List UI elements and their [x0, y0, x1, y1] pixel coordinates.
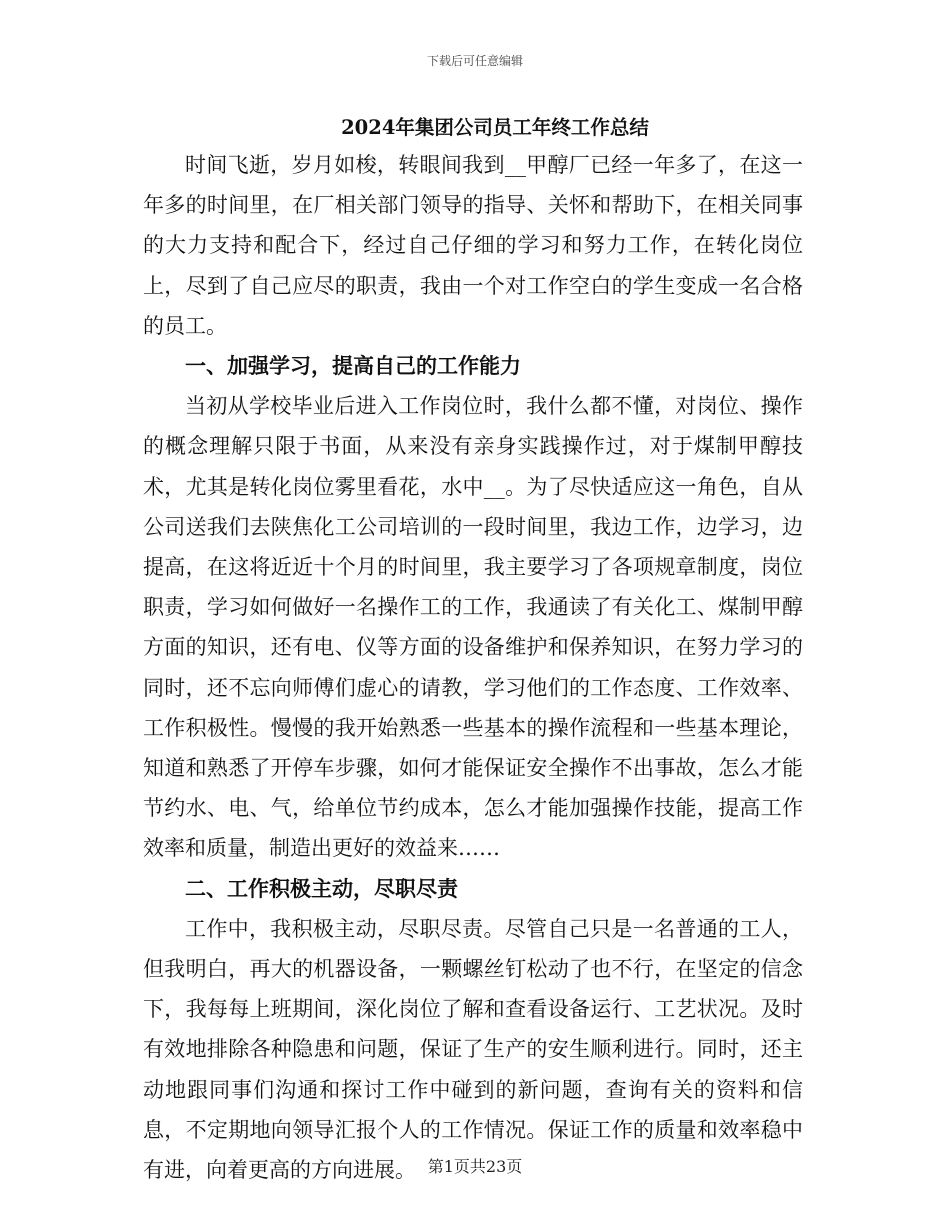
page-number: 第1页共23页 [427, 1157, 523, 1176]
page-header: 下载后可任意编辑 [426, 54, 523, 68]
document-body [143, 145, 803, 1190]
intro-paragraph: 时间飞逝，岁月如梭，转眼间我到__甲醇厂已经一年多了，在这一年多的时间里，在厂相关部门领导的指导、关怀和帮助下，在相关同事的大力支持和配合下，经过自己仔细的学习和努力工作，在转化岗位上，尽到了自己应尽的职责，我由一个对工作空白的学生变成一名合格的员工。 [143, 153, 803, 338]
section-2-paragraph: 工作中，我积极主动，尽职尽责。尽管自己只是一名普通的工人，但我明白，再大的机器设备，一颗螺丝钉松动了也不行，在坚定的信念下，我每每上班期间，深化岗位了解和查看设备运行、工艺状况。及时有效地排除各种隐患和问题，保证了生产的安生顺利进行。同时，还主动地跟同事们沟通和探讨工作中碰到的新问题，查询有关的资料和信息，不定期地向领导汇报个人的工作情况。保证工作的质量和效率稳中有进，向着更高的方向进展。 [143, 916, 803, 1183]
document-title: 2024年集团公司员工年终工作总结 [341, 116, 649, 139]
section-heading-2: 二、工作积极主动，尽职尽责 [185, 875, 458, 901]
section-heading-1: 一、加强学习，提高自己的工作能力 [185, 353, 521, 379]
section-1-paragraph: 当初从学校毕业后进入工作岗位时，我什么都不懂，对岗位、操作的概念理解只限于书面，从来没有亲身实践操作过，对于煤制甲醇技术，尤其是转化岗位雾里看花，水中__。为了尽快适应这一角色，自从公司送我们去陕焦化工公司培训的一段时间里，我边工作，边学习，边提高，在这将近近十个月的时间里，我主要学习了各项规章制度，岗位职责，学习如何做好一名操作工的工作，我通读了有关化工、煤制甲醇方面的知识，还有电、仪等方面的设备维护和保养知识，在努力学习的同时，还不忘向师傅们虚心的请教，学习他们的工作态度、工作效率、工作积极性。慢慢的我开始熟悉一些基本的操作流程和一些基本理论，知道和熟悉了开停车步骤，如何才能保证安全操作不出事故，怎么才能节约水、电、气，给单位节约成本，怎么才能加强操作技能，提高工作效率和质量，制造出更好的效益来…… [143, 394, 803, 861]
